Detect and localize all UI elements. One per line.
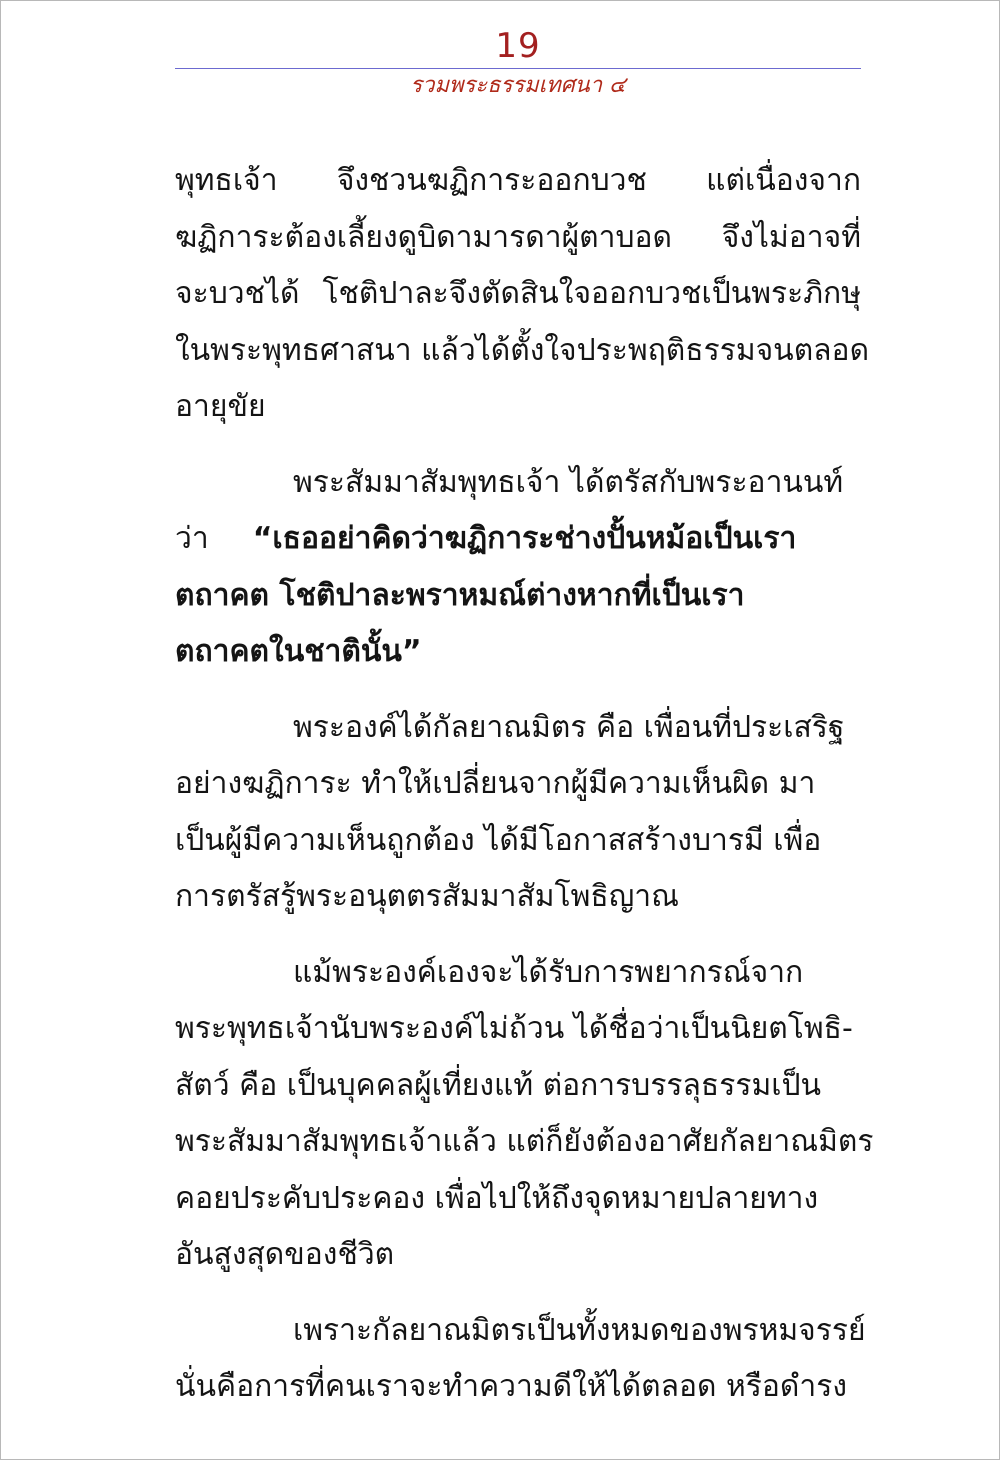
paragraph-4 xyxy=(175,945,874,1284)
paragraph-line: เป็นผู้มีความเห็นถูกต้อง ได้มีโอกาสสร้างบารมี เพื่อ xyxy=(175,822,822,858)
word: จึงชวนฆฏิการะออกบวช xyxy=(336,163,647,198)
paragraph-line: พระพุทธเจ้านับพระองค์ไม่ถ้วน ได้ชื่อว่าเป็นนิยตโพธิ- xyxy=(175,1011,853,1046)
paragraph-1 xyxy=(175,153,870,436)
running-title: รวมพระธรรมเทศนา ๔ xyxy=(410,73,626,98)
paragraph-line: อย่างฆฏิการะ ทำให้เปลี่ยนจากผู้มีความเห็นผิด มา xyxy=(175,766,816,801)
word: ในพระพุทธศาสนา แล้วได้ตั้งใจประพฤติธรรมจนตลอด xyxy=(175,332,870,368)
page-number: 19 xyxy=(495,26,541,66)
paragraph-3 xyxy=(175,700,861,926)
paragraph-5 xyxy=(175,1303,866,1416)
paragraph-line xyxy=(175,511,861,568)
quote-text: ตถาคต โชติปาละพราหมณ์ต่างหากที่เป็นเรา xyxy=(175,577,745,613)
paragraph-line: เพราะกัลยาณมิตรเป็นทั้งหมดของพรหมจรรย์ xyxy=(293,1312,866,1348)
word: จึงไม่อาจที่ xyxy=(721,219,861,255)
paragraph-line: คอยประคับประคอง เพื่อไปให้ถึงจุดหมายปลายทาง xyxy=(175,1180,819,1216)
paragraph-2 xyxy=(175,455,861,681)
paragraph-line: พระองค์ได้กัลยาณมิตร คือ เพื่อนที่ประเสริฐ xyxy=(293,709,845,745)
paragraph-line xyxy=(175,379,861,436)
paragraph-line: การตรัสรู้พระอนุตตรสัมมาสัมโพธิญาณ xyxy=(175,879,679,914)
paragraph-line: สัตว์ คือ เป็นบุคคลผู้เที่ยงแท้ ต่อการบรรลุธรรมเป็น xyxy=(175,1067,822,1103)
paragraph-line xyxy=(175,266,861,323)
quote-text: ตถาคตในชาตินั้น” xyxy=(175,634,422,669)
word: พุทธเจ้า xyxy=(175,163,278,198)
word: จะบวชได้ xyxy=(175,276,300,311)
paragraph-line: พระสัมมาสัมพุทธเจ้า ได้ตรัสกับพระอานนท์ xyxy=(293,464,844,500)
paragraph-line: พระสัมมาสัมพุทธเจ้าแล้ว แต่ก็ยังต้องอาศัยกัลยาณมิตร xyxy=(175,1124,874,1159)
word: โชติปาละจึงตัดสินใจออกบวชเป็นพระภิกษุ xyxy=(322,276,861,311)
body-text xyxy=(175,153,874,1435)
word: อายุขัย xyxy=(175,389,266,424)
quote-lead-in: ว่า xyxy=(175,521,209,556)
page-header xyxy=(175,24,861,102)
quote-text: “เธออย่าคิดว่าฆฏิการะช่างปั้นหม้อเป็นเรา xyxy=(252,521,797,556)
paragraph-line: แม้พระองค์เองจะได้รับการพยากรณ์จาก xyxy=(293,954,804,990)
paragraph-line xyxy=(175,210,861,267)
word: แต่เนื่องจาก xyxy=(706,163,861,198)
paragraph-line: นั่นคือการที่คนเราจะทำความดีให้ได้ตลอด หรือดำรง xyxy=(175,1369,848,1404)
header-divider xyxy=(175,68,861,69)
paragraph-line xyxy=(175,153,861,210)
word: ฆฏิการะต้องเลี้ยงดูบิดามารดาผู้ตาบอด xyxy=(175,219,673,255)
paragraph-line: อันสูงสุดของชีวิต xyxy=(175,1237,395,1272)
paragraph-line xyxy=(175,323,870,380)
